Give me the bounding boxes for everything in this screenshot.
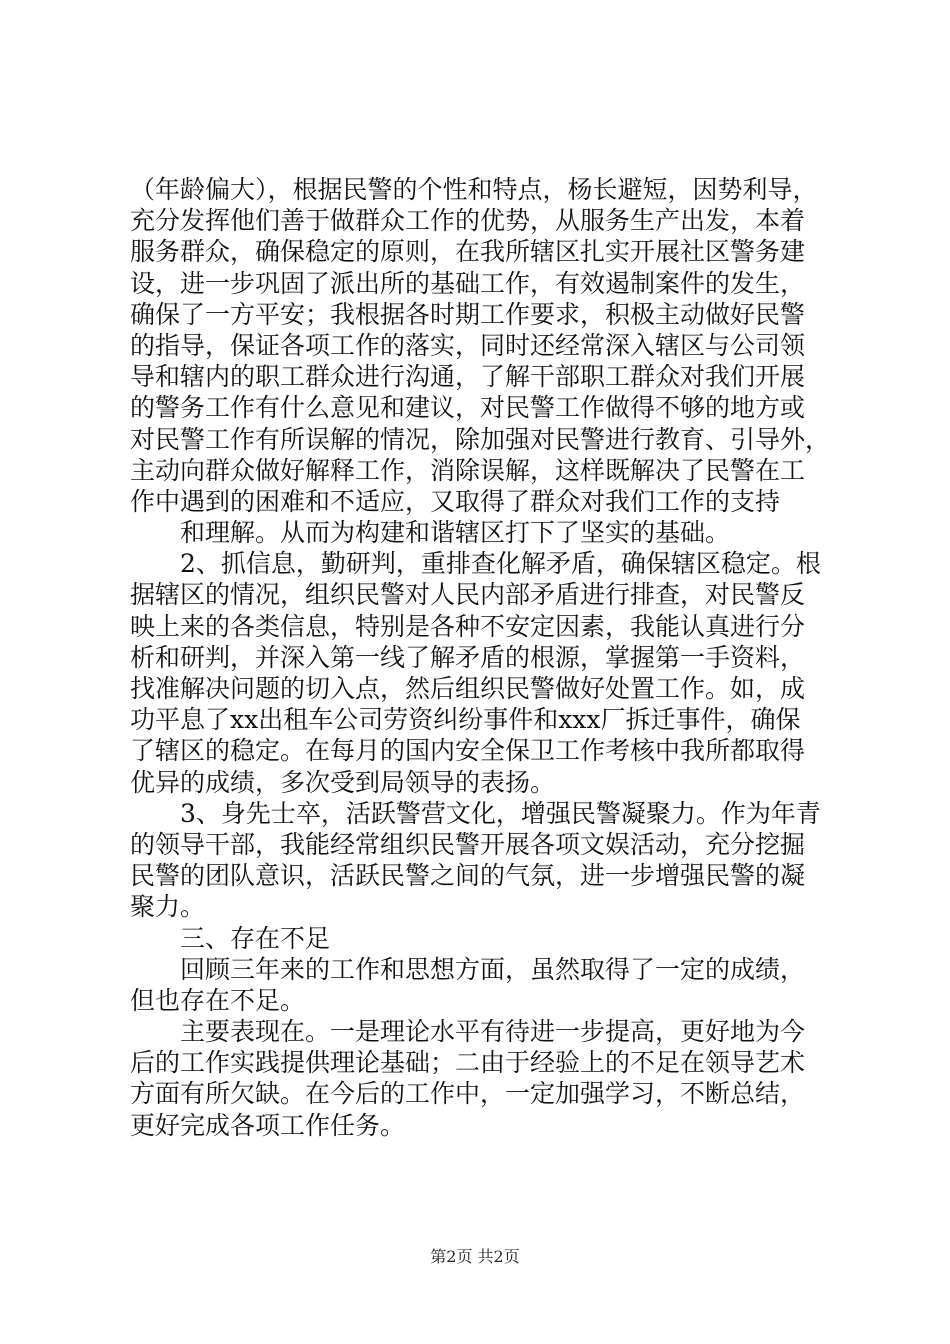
- text-line: 优异的成绩，多次受到局领导的表扬。: [130, 767, 556, 797]
- text-line: 功平息了xx出租车公司劳资纠纷事件和xxx厂拆迁事件，确保: [130, 705, 801, 735]
- text-line: 据辖区的情况，组织民警对人民内部矛盾进行排查，对民警反: [130, 580, 806, 610]
- text-line: 确保了一方平安；我根据各时期工作要求，积极主动做好民警: [130, 299, 806, 329]
- paragraph-start-line: 3、身先士卒，活跃警营文化，增强民警凝聚力。作为年青: [180, 798, 821, 828]
- paragraph-start-line: 回顾三年来的工作和思想方面，虽然取得了一定的成绩，: [180, 954, 806, 984]
- text-line: 更好完成各项工作任务。: [130, 1110, 406, 1140]
- text-line: 方面有所欠缺。在今后的工作中，一定加强学习，不断总结，: [130, 1079, 806, 1109]
- text-line: 的指导，保证各项工作的落实，同时还经常深入辖区与公司领: [130, 330, 806, 360]
- text-line: 找准解决问题的切入点，然后组织民警做好处置工作。如，成: [130, 674, 806, 703]
- text-line: 的领导干部，我能经常组织民警开展各项文娱活动，充分挖掘: [130, 829, 806, 859]
- text-line: 民警的团队意识，活跃民警之间的气氛，进一步增强民警的凝: [130, 861, 806, 891]
- text-line: 聚力。: [130, 892, 206, 922]
- section-heading: 三、存在不足: [180, 923, 331, 953]
- text-line: 作中遇到的困难和不适应，又取得了群众对我们工作的支持: [130, 486, 781, 516]
- paragraph-start-line: 2、抓信息，勤研判，重排查化解矛盾，确保辖区稳定。根: [180, 549, 821, 579]
- document-body: [130, 174, 830, 1141]
- text-line: 但也存在不足。: [130, 985, 306, 1015]
- text-line: 和理解。从而为构建和谐辖区打下了坚实的基础。: [180, 518, 731, 548]
- text-line: 了辖区的稳定。在每月的国内安全保卫工作考核中我所都取得: [130, 736, 806, 766]
- text-line: 服务群众，确保稳定的原则，在我所辖区扎实开展社区警务建: [130, 237, 806, 267]
- text-line: 充分发挥他们善于做群众工作的优势，从服务生产出发，本着: [130, 206, 806, 236]
- page-number: 第2页 共2页: [430, 1247, 520, 1266]
- text-line: 导和辖内的职工群众进行沟通，了解干部职工群众对我们开展: [130, 362, 806, 392]
- text-line: 主动向群众做好解释工作，消除误解，这样既解决了民警在工: [130, 455, 806, 485]
- text-line: 的警务工作有什么意见和建议，对民警工作做得不够的地方或: [130, 393, 806, 423]
- text-line: 析和研判，并深入第一线了解矛盾的根源，掌握第一手资料，: [130, 642, 806, 672]
- text-line: 后的工作实践提供理论基础；二由于经验上的不足在领导艺术: [130, 1048, 806, 1078]
- text-line: 设，进一步巩固了派出所的基础工作，有效遏制案件的发生，: [130, 268, 806, 298]
- paragraph-start-line: 主要表现在。一是理论水平有待进一步提高，更好地为今: [180, 1017, 806, 1047]
- text-line: 对民警工作有所误解的情况，除加强对民警进行教育、引导外，: [130, 424, 831, 454]
- text-line: 映上来的各类信息，特别是各种不安定因素，我能认真进行分: [130, 611, 806, 641]
- text-line: （年龄偏大），根据民警的个性和特点，杨长避短，因势利导，: [130, 175, 818, 204]
